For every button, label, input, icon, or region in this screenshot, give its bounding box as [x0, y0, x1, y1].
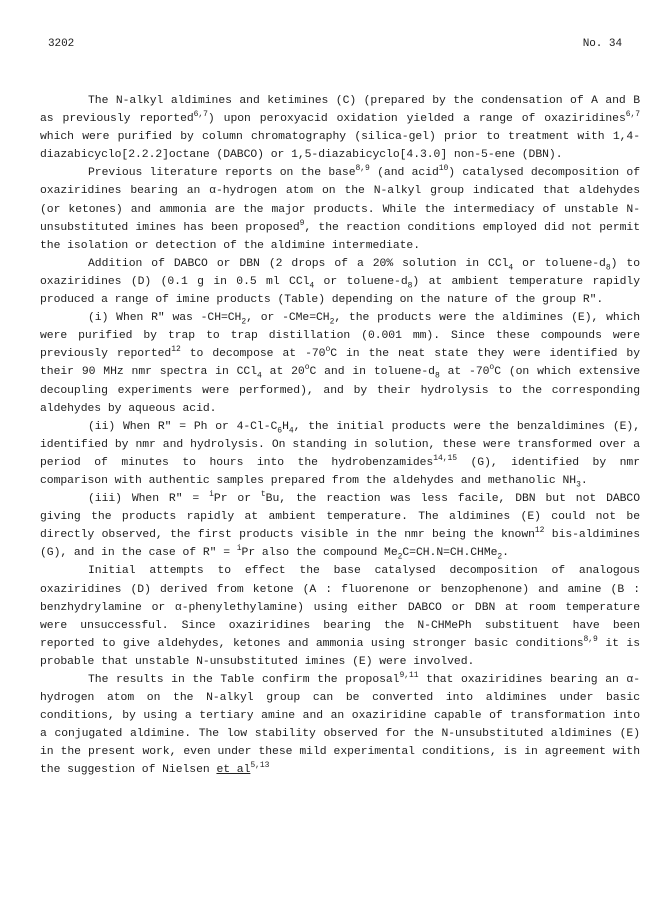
text-run: Pr or [213, 493, 261, 506]
text-run: The results in the Table confirm the proposal [88, 674, 400, 686]
subscript: 8 [605, 263, 611, 273]
text-run: Addition of DABCO or DBN (2 drops of a 20% solution in CCl [88, 257, 509, 270]
text-run: or toluene-d [513, 257, 606, 270]
text-run: (ii) When R" = Ph or 4-Cl-C [88, 420, 278, 433]
superscript: i [236, 544, 242, 554]
superscript: 6,7 [193, 110, 208, 120]
article-body [40, 92, 640, 780]
text-run: ) to oxaziridines (D) (0.1 g in 0.5 ml CCl [40, 257, 640, 288]
underlined-text: et al [216, 764, 251, 777]
text-run: C=CH.N=CH.CHMe [402, 547, 498, 560]
superscript: 12 [171, 345, 181, 355]
text-run: Previous literature reports on the base [88, 167, 356, 180]
subscript: 8 [434, 371, 440, 381]
text-run: , the initial products were the benzaldimines (E), identified by nmr and hydrolysis. On standing in solution, these were transformed over a period of minutes to hours into the hydrobenzamides [40, 420, 640, 469]
subscript: 4 [508, 263, 514, 273]
text-run: which were purified by column chromatography (silica-gel) prior to treatment with 1,4-diazabicyclo[2.2.2]octane (DABCO) or 1,5-diazabicyclo[4.3.0] non-5-ene (DBN). [40, 131, 640, 162]
journal-issue: No. 34 [582, 38, 622, 50]
text-run: . [580, 474, 588, 487]
text-run: bis-aldimines (G), and in the case of R" = [40, 529, 640, 560]
subscript: 4 [309, 281, 315, 291]
text-run: Initial attempts to effect the base catalysed decomposition of analogous oxaziridines (D) derived from ketone (A : fluorenone or benzophenone) and amine (B : benzhydrylamine or α-phenylethylamine) using either DABCO or DBN at room temperature were unsuccessful. Since oxaziridines bearing the N-CHMePh substituent have been reported to give aldehydes, ketones and ammonia using stronger basic conditions [40, 565, 640, 650]
paragraph-p7 [40, 562, 640, 671]
subscript: 4 [288, 425, 294, 435]
subscript: 2 [397, 552, 403, 562]
text-run: C (on which extensive decoupling experiments were performed), and by their hydrolysis to the corresponding aldehydes by aqueous acid. [40, 366, 641, 415]
text-run: at 20 [261, 366, 305, 379]
superscript: 10 [438, 164, 449, 174]
text-run: Pr also the compound Me [241, 547, 398, 560]
text-run: C and in toluene-d [309, 366, 435, 379]
text-run: it is probable that unstable N-unsubstituted imines (E) were involved. [40, 637, 641, 668]
superscript: t [260, 490, 266, 500]
subscript: 3 [576, 480, 581, 490]
text-run: at -70 [439, 366, 490, 379]
superscript: o [325, 345, 331, 355]
text-run: C in the neat state they were identified by their 90 MHz nmr spectra in CCl [40, 348, 640, 379]
paragraph-p8 [40, 671, 640, 780]
paragraph-p2 [40, 164, 640, 254]
superscript: 8,9 [583, 635, 598, 645]
superscript: 12 [534, 526, 545, 536]
subscript: 2 [241, 317, 247, 327]
superscript: 9,11 [399, 671, 419, 681]
superscript: 6,7 [625, 110, 640, 120]
superscript: 14,15 [433, 454, 457, 464]
superscript: i [209, 490, 214, 500]
paragraph-p6 [40, 490, 640, 562]
text-run: ) upon peroxyacid oxidation yielded a range of oxaziridines [207, 113, 626, 126]
text-run: , the reaction conditions employed did not permit the isolation or detection of the aldimine intermediate. [40, 221, 640, 252]
text-run: , or -CMe=CH [246, 312, 330, 325]
paragraph-p5 [40, 418, 640, 490]
text-run: or toluene-d [314, 275, 408, 288]
subscript: 6 [277, 425, 283, 435]
page-number: 3202 [48, 38, 75, 50]
text-run: The N-alkyl aldimines and ketimines (C) (prepared by the condensation of A and B as previously reported [40, 95, 640, 126]
text-run: Bu, the reaction was less facile, DBN but not DABCO giving the products rapidly at ambient temperature. The aldimines (E) could not be directly observed, the first products visible in the nmr being the known [40, 493, 640, 542]
superscript: 5,13 [250, 761, 270, 771]
text-run: , the products were the aldimines (E), which were purified by trap to trap distillation (0.001 mm). Since these compounds were previously reported [40, 312, 641, 361]
text-run: (iii) When R" = [88, 493, 210, 506]
paragraph-p1 [40, 92, 640, 164]
superscript: 8,9 [355, 164, 370, 174]
superscript: 9 [299, 218, 305, 228]
superscript: o [304, 363, 310, 373]
subscript: 4 [257, 371, 262, 381]
text-run: to decompose at -70 [180, 348, 326, 361]
superscript: o [489, 363, 495, 373]
text-run: . [502, 547, 509, 560]
text-run: H [282, 420, 289, 433]
text-run: ) at ambient temperature rapidly produced a range of imine products (Table) depending on the nature of the group R". [40, 275, 640, 307]
text-run: that oxaziridines bearing an α-hydrogen atom on the N-alkyl group can be converted into aldimines under basic conditions, by using a tertiary amine and an oxaziridine capable of transformation into a conjugated aldimine. The low stability observed for the N-unsubstituted aldimines (E) in the present work, even under these mild experimental conditions, is in agreement with the suggestion of Nielsen [40, 674, 640, 777]
text-run: ) catalysed decomposition of oxaziridines bearing an α-hydrogen atom on the N-alkyl group indicated that aldehydes (or ketones) and ammonia are the major products. While the intermediacy of unstable N-unsubstituted imines has been proposed [40, 167, 640, 234]
paragraph-p4 [40, 309, 640, 418]
subscript: 2 [497, 552, 503, 562]
text-run: (and acid [369, 167, 439, 180]
text-run: (i) When R" was -CH=CH [88, 312, 242, 325]
subscript: 2 [329, 317, 335, 327]
paragraph-p3 [40, 255, 640, 309]
text-run: (G), identified by nmr comparison with authentic samples prepared from the aldehydes and methanolic NH [40, 456, 640, 487]
subscript: 8 [407, 281, 413, 291]
